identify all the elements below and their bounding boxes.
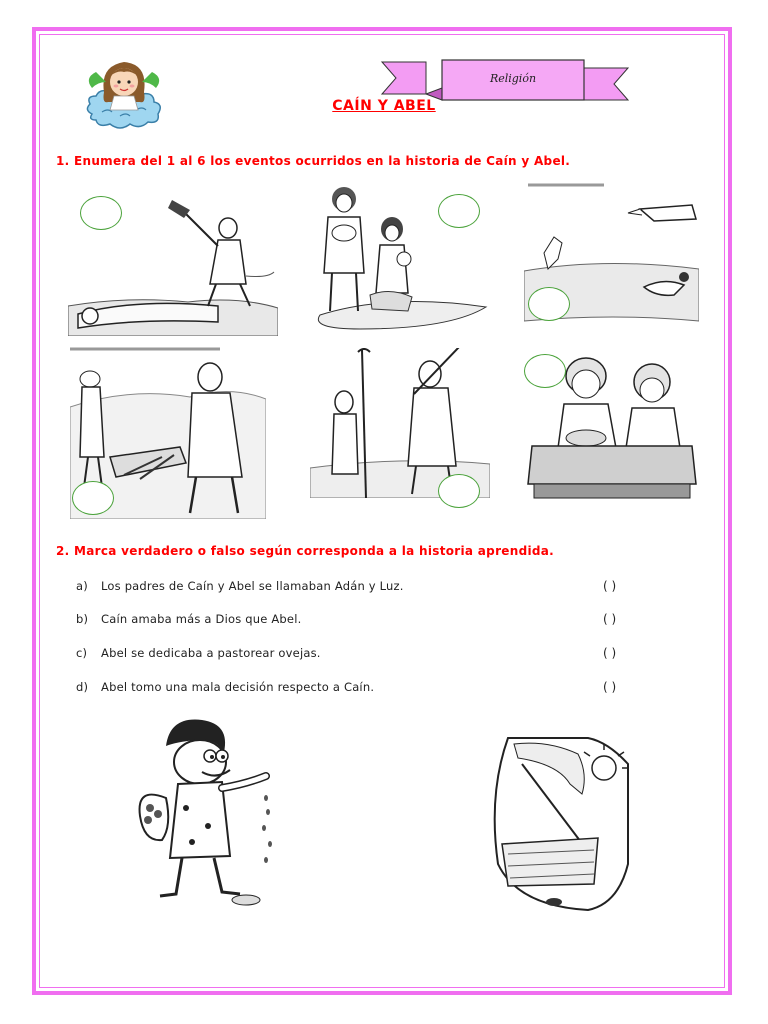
number-circle-5[interactable] [438,474,480,508]
statement-marker: b) [76,612,89,626]
statement-text: Abel tomo una mala decisión respecto a Caín. [101,680,375,694]
page-title: CAÍN Y ABEL [332,98,436,114]
number-circle-2[interactable] [438,194,480,228]
answer-box[interactable]: ( ) [603,579,617,593]
number-circle-4[interactable] [72,481,114,515]
number-circle-3[interactable] [528,287,570,321]
answer-box[interactable]: ( ) [603,612,617,626]
boat-sketch-picture [478,734,630,914]
angel-girl-illustration [80,52,170,134]
number-circle-6[interactable] [524,354,566,388]
statement-marker: a) [76,579,88,593]
sower-cartoon-picture [126,716,306,916]
question-1: 1. Enumera del 1 al 6 los eventos ocurridos en la historia de Caín y Abel. [56,154,571,168]
statement-text: Los padres de Caín y Abel se llamaban Adán y Luz. [101,579,404,593]
statement-marker: c) [76,646,88,660]
banner-label: Religión [489,72,537,85]
statement-text: Caín amaba más a Dios que Abel. [101,612,302,626]
statement-marker: d) [76,680,89,694]
answer-box[interactable]: ( ) [603,680,617,694]
answer-box[interactable]: ( ) [603,646,617,660]
question-2: 2. Marca verdadero o falso según corresponda a la historia aprendida. [56,544,555,558]
number-circle-1[interactable] [80,196,122,230]
statement-text: Abel se dedicaba a pastorear ovejas. [101,646,321,660]
